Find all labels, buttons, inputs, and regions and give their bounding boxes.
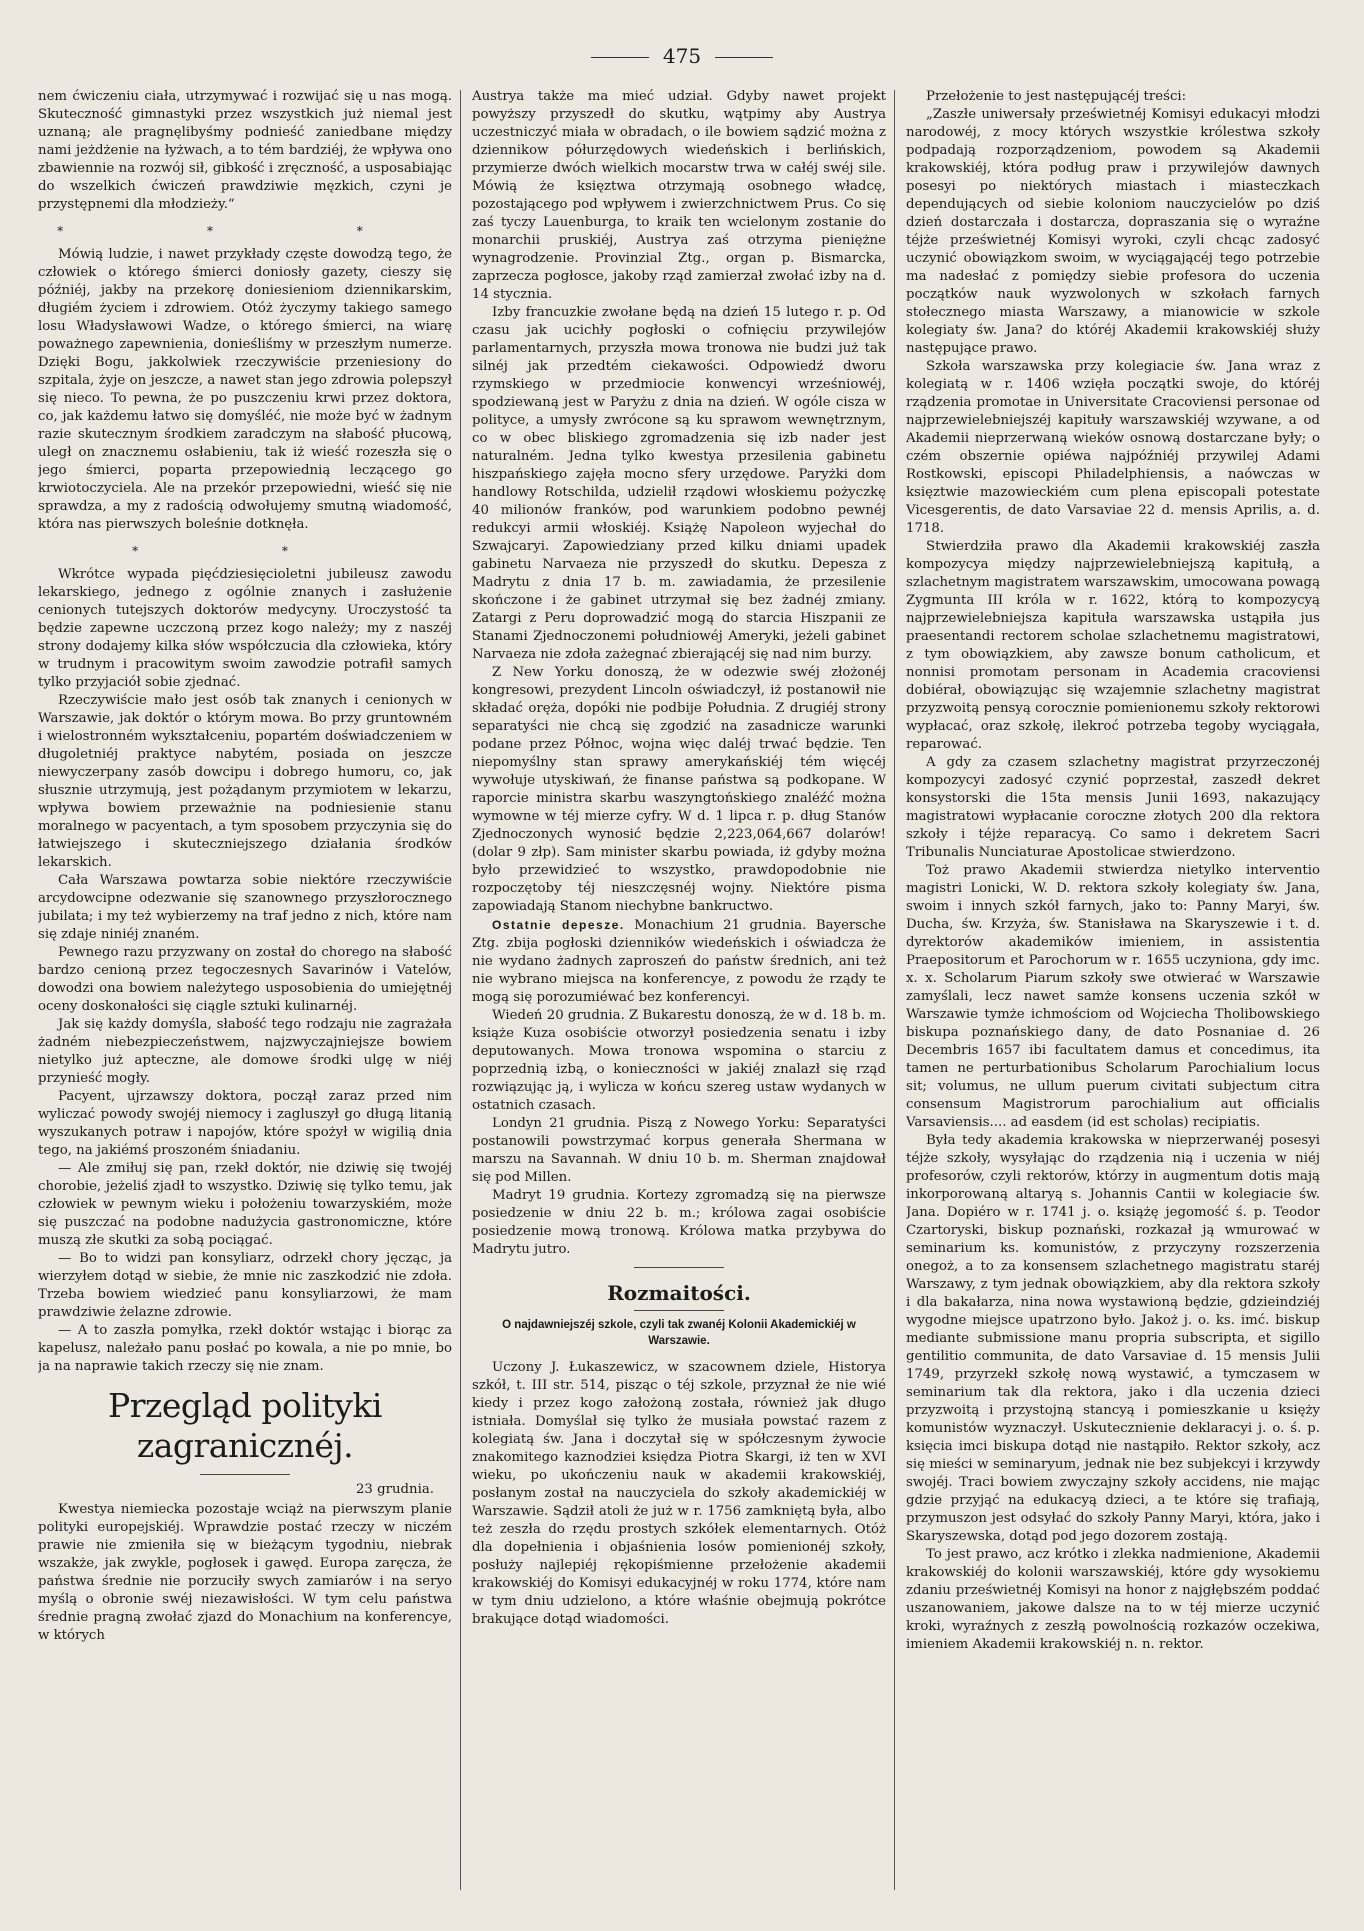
paragraph: nem ćwiczeniu ciała, utrzymywać i rozwijać się u nas mogą. Skuteczność gimnastyki przez wszystkich już niemal jest uznaną; ale pragnęlibyśmy podnieść zaniedbane między nami jeżdżenie na łyżwach, a to tém bardziéj, że wpływa ono zbawiennie na rozwój sił, gibkość i zręczność, a usposabiając do wszelkich ćwiczeń prawdziwie męzkich, czyni je przystępnemi dla młodzieży.“ — [38, 89, 452, 212]
title-rule — [634, 1310, 724, 1311]
paragraph: Cała Warszawa powtarza sobie niektóre rzeczywiście arcydowcipne odezwanie się szanownego przyszłorocznego jubilata; i my też wybierzemy na traf jedno z nich, które nam się zdaje niniéj znaném. — [38, 873, 452, 942]
page-number: 475 — [662, 44, 702, 68]
paragraph: A gdy za czasem szlachetny magistrat przyrzeczonéj kompozycyi zadosyć czynić poprzestał, zaszedł dekret konsystorski die 15ta mensis Junii 1693, nakazujący magistratowi wypłacanie coroczne złotych 200 dla rektora szkoły i téjże reparacyą. Co samo i dekretem Sacri Tribunalis Nunciaturae Apostolicae stwierdzono. — [906, 755, 1320, 860]
latest-dispatches-label: Ostatnie depesze. — [492, 918, 625, 932]
paragraph: Kwestya niemiecka pozostaje wciąż na pierwszym planie polityki europejskiéj. Wprawdzie postać rzeczy w niczém prawie nie zmieniła się w bieżącym tygodniu, niebrak wszakże, jak zwykle, pogłosek i gawęd. Europa zaręcza, że państwa średnie nie porzuciły swych zamiarów i na seryo myślą o obronie swéj niezawisłości. W tym celu państwa średnie pragną zwołać zjazd do Monachium na konferencye, w których — [38, 1502, 452, 1643]
column-separator — [894, 90, 895, 1890]
column-middle — [472, 88, 886, 1908]
column-right — [906, 88, 1320, 1908]
column-left — [38, 88, 452, 1908]
section-title-miscellany: Rozmaitości. — [607, 1281, 751, 1305]
header-rule-left — [591, 57, 649, 58]
paragraph: Toż prawo Akademii stwierdza nietylko interventio magistri Lonicki, W. D. rektora szkoły kolegiaty św. Jana, swoim i innych szkół farnych, jako to: Panny Maryi, św. Ducha, św. Krzyża, św. Stanisława na Skaryszewie i t. d. dyrektorów akademików imieniem, in assistentia Praepositorum et Parochorum w r. 1655 uczyniona, gdy imc. x. x. Scholarum Piarum szkoły swe otwierać w Warszawie zamyślali, lecz nawet samże konsens uczenia szkół w Warszawie tymże ichmościom od Wojciecha Tholibowskiego biskupa poznańskiego dany, de dato Posnaniae d. 26 Decembris 1657 ibi facultatem damus et concedimus, ita tamen ne perturbationibus Scholarum Parochialium locus sit; volumus, ne ullum puerum civitati subjectum citra consensum Magistrorum parochialium aut officialis Varsaviensis.... ad easdem (id est scholas) recipiatis. — [906, 863, 1320, 1130]
paragraph: Jak się każdy domyśla, słabość tego rodzaju nie zagrażała żadném niebezpieczeństwem, najzwyczajniejsze bowiem nietylko już apteczne, ale domowe środki ulgę w niéj przynieść mogły. — [38, 1017, 452, 1086]
paragraph: Pacyent, ujrzawszy doktora, począł zaraz przed nim wyliczać powody swojéj niemocy i zagluszył go długą litanią wyszukanych potraw i napojów, które spożył w wigilią dnia tego, na jakiémś proszoném śniadaniu. — [38, 1089, 452, 1158]
paragraph: Rzeczywiście mało jest osób tak znanych i cenionych w Warszawie, jak doktór o którym mowa. Bo przy gruntowném i wielostronném wykształceniu, popartém doświadczeniem w długoletniéj praktyce nabytém, posiada on jeszcze niewyczerpany zasób dowcipu i dobrego humoru, co, jak słusznie utrzymują, jest pożądanym przymiotem w lekarzu, wpływa bowiem przeważnie na podniesienie stanu moralnego w pacyentach, a tym sposobem przyczynia się do łatwiejszego i skuteczniejszego działania środków lekarskich. — [38, 693, 452, 870]
paragraph: Londyn 21 grudnia. Piszą z Nowego Yorku: Separatyści postanowili powstrzymać korpus generała Shermana w marszu na Savannah. W dniu 10 b. m. Sherman znajdował się pod Millen. — [472, 1116, 886, 1185]
paragraph: „Zaszłe uniwersały prześwietnéj Komisyi edukacyi młodzi narodowéj, z mocy których wszystkie królestwa szkoły podpadają rozporządzeniom, powodem są Akademii krakowskiéj, która podług praw i przywilejów dawnych posesyi po niektórych miastach i miasteczkach dependujących od siebie koloniom nauczycielów po dziś dzień dostarczała i dostarcza, dopraszania się o wyraźne téjże prześwietnéj Komisyi wyroki, czyli chcąc zadosyć uczynić obowiązkom swoim, w wyciągającéj tego potrzebie ma nadesłać z pomiędzy siebie profesora do uczenia początków nauk wyzwolonych w szkołach farnych stołecznego miasta Warszawy, a mianowicie w szkole kolegiaty św. Jana? do któréj Akademii krakowskiéj służy następujące prawo. — [906, 107, 1320, 356]
paragraph: Stwierdziła prawo dla Akademii krakowskiéj zaszła kompozycya między najprzewielebniejszą kapitułą, a szlachetnym magistratem warszawskim, umocowana powagą Zygmunta III króla w r. 1622, którą to kompozycyą najprzewielebniejsza kapituła warszawska ustąpiła jus praesentandi rectorem scholae szlachetnemu magistratowi, z tym obowiązkiem, aby zawsze bonum catholicum, et nonnisi promotam personam in Academia cracoviensi dobiérał, obowiązując się wzajemnie szlachetny magistrat przyzwoitą pensyą corocznie pomienionemu szkoły rektorowi wypłacać, oraz szkołę, ilekroć potrzeba tegoby wyciągała, reparować. — [906, 539, 1320, 752]
paragraph: Izby francuzkie zwołane będą na dzień 15 lutego r. p. Od czasu jak ucichły pogłoski o cofnięciu przywilejów parlamentarnych, przyszła mowa tronowa nie budzi już tak silnéj jak przedtém ciekawości. Odpowiedź dworu rzymskiego w przedmiocie konwencyi wrześniowéj, spodziewaną jest w Paryżu z dnia na dzień. W ogóle cisza w polityce, a umysły zwrócone są ku sprawom wewnętrznym, co w obec bliskiego zgromadzenia się izb nader jest naturalném. Jedna tylko kwestya przesilenia gabinetu hiszpańskiego zajęła mocno sfery urzędowe. Paryżki dom handlowy Rotschilda, udzielił rządowi włoskiemu pożyczkę 40 milionów franków, pod warunkiem podobno pewnéj redukcyi armii włoskiéj. Książę Napoleon wyjechał do Szwajcaryi. Zapowiedziany przed kilku dniami upadek gabinetu Narvaeza nie przyszedł do skutku. Depesza z Madrytu z dnia 17 b. m. zawiadamia, że przesilenie skończone i że gabinet utrzymał się bez żadnéj zmiany. Zatargi z Peru doprowadzić mogą do starcia Hiszpanii ze Stanami Zjednoczonemi południowéj Ameryki, jeżeli gabinet Narvaeza nie zdoła zażegnać zbierającéj się nad nim burzy. — [472, 305, 886, 662]
paragraph: — A to zaszła pomyłka, rzekł doktór wstając i biorąc za kapelusz, należało panu posłać po kowala, a nie po mnie, bo ja na naprawie takich rzeczy się nie znam. — [38, 1323, 452, 1374]
paragraph: Z New Yorku donoszą, że w odezwie swéj złożonéj kongresowi, prezydent Lincoln oświadczył, iż postanowił nie składać oręża, dopóki nie podbije Południa. Z drugiéj strony separatyści nie chcą się zgodzić na zasadnicze warunki podane przez Północ, wojna więc daléj trwać będzie. Ten niepomyślny stan sprawy amerykańskiéj tém więcéj wywołuje utyskiwań, że finanse państwa są podkopane. W raporcie ministra skarbu waszyngtońskiego znaléźć można wymowne w téj mierze cyfry. W d. 1 lipca r. p. dług Stanów Zjednoczonych wynosić będzie 2,223,064,667 dolarów! (dolar 9 złp). Sam minister skarbu powiada, iż gdyby można było przewidzieć to wszystko, prawdopodobnie nie rozpoczętoby téj nieszczęsnéj wojny. Niektóre pisma zapowiadają Stanom niechybne bankructwo. — [472, 665, 886, 914]
paragraph: Madryt 19 grudnia. Kortezy zgromadzą się na pierwsze posiedzenie w dniu 22 b. m.; królowa zagai osobiście posiedzenie mową tronową. Królowa matka przybywa do Madrytu jutro. — [472, 1188, 886, 1257]
paragraph: Przełożenie to jest następującéj treści: — [926, 89, 1187, 104]
section-rule — [634, 1267, 724, 1268]
section-title-foreign-policy: Przegląd polityki zagranicznéj. — [108, 1386, 382, 1465]
paragraph: Wiedeń 20 grudnia. Z Bukarestu donoszą, że w d. 18 b. m. książe Kuza osobiście otworzył posiedzenia senatu i izby deputowanych. Mowa tronowa wspomina o starciu z poprzednią izbą, o konieczności w jakiéj znalazł się rząd rozwiązując ją, i wylicza w końcu szereg ustaw wydanych w ostatnich czasach. — [472, 1008, 886, 1113]
page-number-header — [0, 44, 1364, 68]
paragraph: Uczony J. Łukaszewicz, w szacownem dziele, Historya szkół, t. III str. 514, pisząc o téj szkole, przyznał że nie wié kiedy i przez kogo założoną została, również jak długo istniała. Domyślał się tylko że musiała powstać razem z kolegiatą św. Jana i doczytał się w spółczesnym żywocie znakomitego kaznodziei księdza Piotra Skargi, iż ten w XVI wieku, po ukończeniu nauk w akademii krakowskiéj, posłanym został na nauczyciela do szkoły akademickiéj w Warszawie. Sądził atoli że już w r. 1756 zamkniętą była, albo też zeszła do rzędu prostych szkółek elementarnych. Otóż dla dopełnienia i objaśnienia losów pomienionéj szkoły, posłuży najlepiéj rękopiśmienne przełożenie akademii krakowskiéj do Komisyi edukacyjnéj w roku 1774, które nam w tym dniu udzielono, a które właśnie obejmują pokrótce brakujące dotąd wiadomości. — [472, 1360, 886, 1627]
title-rule — [200, 1474, 290, 1475]
paragraph: Szkoła warszawska przy kolegiacie św. Jana wraz z kolegiatą w r. 1406 wzięła początki swoje, do któréj rządzenia promotae in Universitate Cracoviensi personae od najprzewielebniejszéj kapituły warszawskiéj wzywane, a od Akademii nieprzerwaną wieków osnową dostarczane były; o czém obszernie opiéwa najpóźniéj przywilej Adami Rostkowski, episcopi Philadelphiensis, a naówczas w księztwie mazowieckiém cum plena episcopali potestate Vicesgerentis, de dato Varsaviae 22 d. mensis Aprilis, a. d. 1718. — [906, 359, 1320, 536]
header-rule-right — [715, 57, 773, 58]
section-divider-stars: * * * — [57, 224, 433, 238]
article-subtitle: O najdawniejszéj szkole, czyli tak zwanéj Kolonii Akademickiéj w Warszawie. — [502, 1319, 856, 1347]
paragraph: Austrya także ma mieć udział. Gdyby nawet projekt powyższy przyszedł do skutku, wątpimy aby Austrya uczestniczyć miała w obradach, o ile bowiem sądzić można z dziennikow półurzędowych wiedeńskich i berlińskich, przymierze dwóch wielkich mocarstw trwa w całéj swéj sile. Mówią że księztwa otrzymają osobnego władcę, pozostającego pod wpływem i zwierzchnictwem Prus. Co się zaś tyczy Lauenburga, to kraik ten wcielonym zostanie do monarchii pruskiéj, Austrya zaś otrzyma pieniężne wynagrodzenie. Provinzial Ztg., organ p. Bismarcka, zaprzecza pogłosce, jakoby rząd zamierzał zwołać izby na d. 14 stycznia. — [472, 89, 886, 302]
paragraph: To jest prawo, acz krótko i zlekka nadmienione, Akademii krakowskiéj do kolonii warszawskiéj, które gdy wysokiemu zdaniu prześwietnéj Komisyi na honor z najgłębszém poddać uszanowaniem, jakowe dalsze na to w téj mierze uczynić kroki, wyraźnych z zeszłą powolnością rozkazów oczekiwa, imieniem Akademii krakowskiéj n. n. rektor. — [906, 1547, 1320, 1652]
paragraph: Monachium 21 grudnia. Bayersche Ztg. zbija pogłoski dzienników wiedeńskich i oświadcza że nie wydano żadnych zaproszeń do państw średnich, ani też nie wybrano miejsca na konferencye, z powodu że rządy te mogą się porozumiéwać bez konferencyi. — [472, 918, 886, 1005]
dateline: 23 grudnia. — [355, 1482, 434, 1497]
paragraph: Wkrótce wypada pięćdziesięcioletni jubileusz zawodu lekarskiego, jednego z ogólnie znanych i zasłużenie cenionych tutejszych doktorów medycyny. Uroczystość ta będzie zapewne uczczoną przez kogo należy; my z naszéj strony dodajemy kilka słów współczucia dla człowieka, który w trudnym i pracowitym swoim zawodzie potrafił samych tylko przyjaciół sobie zjednać. — [38, 567, 452, 690]
column-separator — [460, 90, 461, 1890]
paragraph: — Bo to widzi pan konsyliarz, odrzekł chory jęcząc, ja wierzyłem dotąd w siebie, że mnie nic zaszkodzić nie zdoła. Trzeba bowiem wiedzieć panu konsyliarzowi, że mam prawdziwie żelazne zdrowie. — [38, 1251, 452, 1320]
paragraph: — Ale zmiłuj się pan, rzekł doktór, nie dziwię się twojéj chorobie, jeżeliś zjadł to wszystko. Dziwię się tylko temu, jak człowiek w pewnym wieku i położeniu towarzyskiém, może się puszczać na podobne nadużycia gastronomiczne, które muszą złe skutki za sobą pociągać. — [38, 1161, 452, 1248]
paragraph: Pewnego razu przyzwany on został do chorego na słabość bardzo cenioną przez tegoczesnych Savarinów i Vatelów, dowodzi ona bowiem należytego usposobienia do umiejętnéj oceny doskonałości się ciągle sztuki kulinarnéj. — [38, 945, 452, 1014]
paragraph: Mówią ludzie, i nawet przykłady częste dowodzą tego, że człowiek o którego śmierci doniosły gazety, cieszy się późniéj, jakby na przekorę doniesieniom dziennikarskim, długiém życiem i zdrowiem. Otóż życzymy takiego samego losu Władysławowi Wadze, o którego śmierci, na wiarę poważnego zapewnienia, donieśliśmy w przeszłym numerze. Dzięki Bogu, jakkolwiek rzeczywiście przeniesiony do szpitala, żyje on jeszcze, a nawet stan jego zdrowia polepszył się nieco. To pewna, że po puszczeniu krwi przez doktora, co, jak każdemu łatwo się domyśléć, nie może być w żadnym razie skutecznym środkiem zaradczym na słabość płucową, uległ on znacznemu osłabieniu, tak iż wieść rozeszła się o jego śmierci, poparta przepowiednią leczącego go krwiotoczyciela. Ale na przekór przepowiedni, wieść się nie sprawdza, a my z radością odwołujemy smutną wiadomość, która nas pierwszych boleśnie dotknęła. — [38, 247, 452, 532]
paragraph: Była tedy akademia krakowska w nieprzerwanéj posesyi téjże szkoły, wysyłając do rządzenia nią i uczenia w niéj profesorów, czyli rektorów, którzy in augmentum dotis mają inkorporowaną altaryą s. Johannis Cantii w kolegiacie św. Jana. Dopiéro w r. 1741 j. o. książę jegomość ś. p. Teodor Czartoryski, biskup poznański, rozkazał ją wmurować w seminarium ks. komunistów, z przyczyny rozszerzenia onegoż, a to za konsensem szlachetnego magistratu staréj Warszawy, z tym jednak obowiązkiem, aby dla rektora szkoły i dla bakałarza, nina nowa wystawioną będzie, gdzieindziéj wygodne miejsce upatrzono było. Jakoż j. o. ks. imć. biskup mediante submissione manu propria subscripta, et sigillo gentilitio communita, de dato Varsaviae d. 15 mensis Julii 1749, przyrzekł szkołę nową wystawić, a tymczasem w seminarium tak dla rektora, jako i dla uczenia dzieci przyzwoitą i przystojną stancyą i pomieszkanie u księży komunistów wyznaczył. Uskutecznienie deklaracyi j. o. ś. p. księcia imci biskupa dotąd nie nastąpiło. Rektor szkoły, acz się mieści w seminaryum, jednak nie bez subjekcyi i krzywdy swojéj. Traci bowiem zwyczajny szkoły accidens, nie mając gdzie przyjąć na edukacyą dzieci, a te które się trafiają, przymuszon jest odsyłać do szkoły Panny Maryi, która, jako i Skaryszewska, dotąd pod jego dozorem zostają. — [906, 1133, 1320, 1544]
section-divider-stars: * * — [132, 544, 358, 558]
